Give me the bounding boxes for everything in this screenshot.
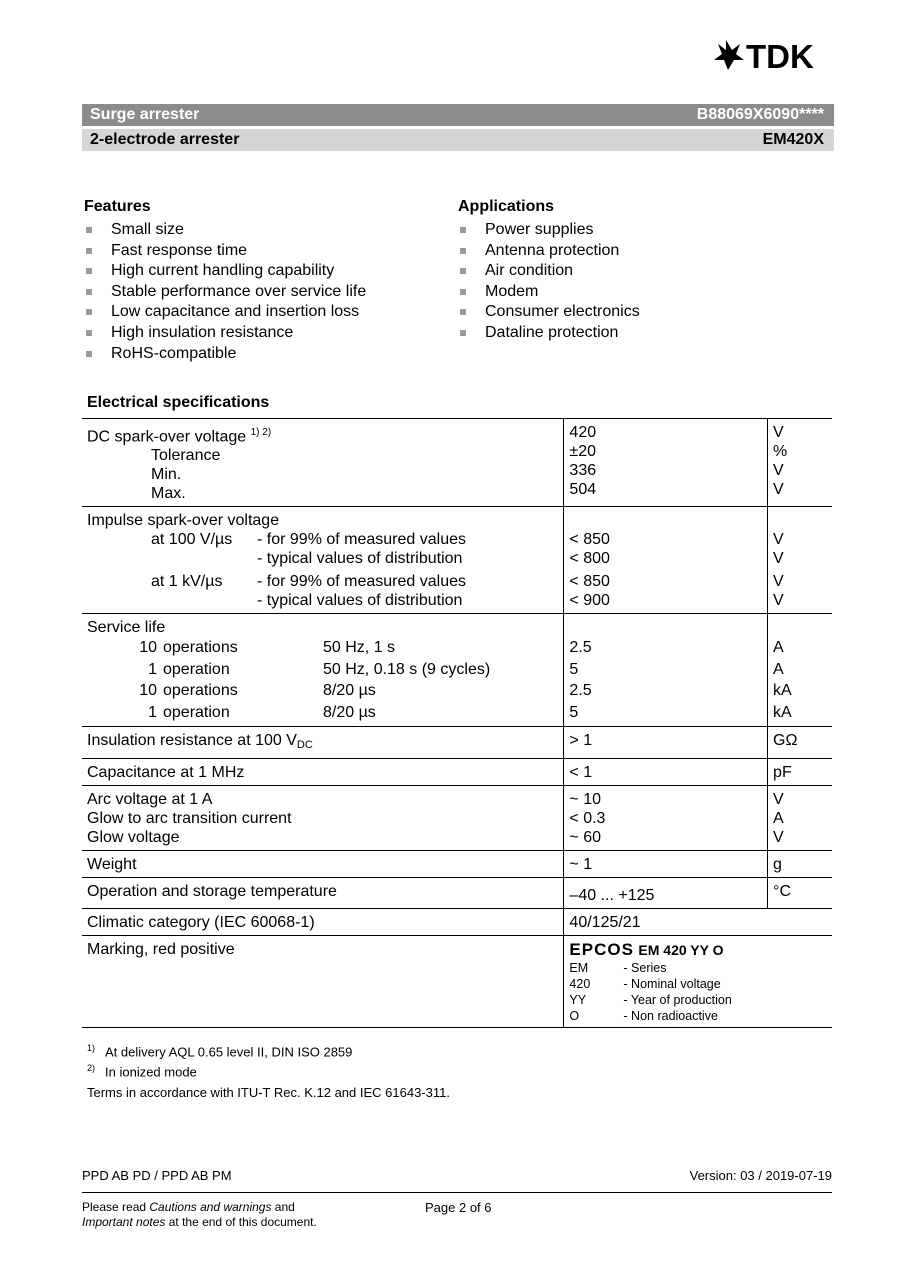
- service-life-condition: [87, 637, 558, 659]
- impulse-unit-2: V: [773, 550, 784, 568]
- impulse-1k-label: at 1 kV/µs: [151, 573, 223, 591]
- bullet-icon: [86, 330, 92, 336]
- bullet-icon: [460, 330, 466, 336]
- service-life-unit: A: [773, 660, 784, 678]
- service-life-condition: [87, 659, 558, 681]
- tdk-logo: [710, 38, 835, 72]
- bullet-icon: [460, 268, 466, 274]
- product-subtitle: 2-electrode arrester: [90, 131, 240, 148]
- subtitle-bar: [82, 129, 834, 151]
- service-life-cond: 50 Hz, 1 s: [323, 639, 396, 657]
- features-item-text: High current handling capability: [111, 262, 335, 280]
- capacitance-unit: pF: [768, 759, 832, 786]
- features-title: Features: [84, 198, 151, 215]
- arc-voltage-value: ~ 10: [569, 791, 602, 809]
- applications-item: [458, 282, 640, 303]
- series-name: EM420X: [762, 131, 824, 148]
- footnotes: [87, 1040, 450, 1101]
- impulse-100-p99-label: - for 99% of measured values: [257, 531, 466, 549]
- dc-nominal-unit: V: [773, 424, 784, 441]
- marking-key: YY: [569, 993, 587, 1008]
- features-item: [84, 241, 366, 262]
- dc-min-unit: V: [773, 462, 784, 479]
- features-item-text: Stable performance over service life: [111, 282, 367, 300]
- capacitance-value: < 1: [564, 759, 768, 786]
- climatic-label: Climatic category (IEC 60068-1): [82, 909, 564, 936]
- service-life-value: 2.5: [569, 639, 592, 657]
- marking-legend-row: [569, 992, 827, 1008]
- service-life-condition: [87, 702, 558, 724]
- footnote-2-text: In ionized mode: [105, 1064, 197, 1080]
- note-suffix: at the end of this document.: [165, 1215, 317, 1229]
- part-number: B88069X6090****: [696, 106, 824, 123]
- bullet-icon: [86, 309, 92, 315]
- bullet-icon: [86, 351, 92, 357]
- bullet-icon: [86, 227, 92, 233]
- features-item: [84, 302, 366, 323]
- bullet-icon: [460, 248, 466, 254]
- important-notes-link[interactable]: Important notes: [82, 1215, 166, 1229]
- insulation-subscript: DC: [296, 739, 313, 752]
- capacitance-row: [82, 759, 832, 786]
- features-item: [84, 323, 366, 344]
- footer-divider: [82, 1192, 832, 1193]
- insulation-unit: GΩ: [768, 727, 832, 759]
- features-item: [84, 220, 366, 241]
- climatic-row: [82, 909, 832, 936]
- cautions-note: [82, 1200, 317, 1230]
- page-number: Page 2 of 6: [425, 1200, 492, 1215]
- impulse-value-3: < 850: [569, 573, 610, 591]
- dc-tolerance-unit: %: [773, 443, 788, 460]
- service-life-n: 10: [139, 682, 157, 700]
- tolerance-label: Tolerance: [151, 447, 221, 465]
- footnote-2-marker: 2): [87, 1063, 96, 1074]
- applications-item: [458, 323, 640, 344]
- insulation-value: > 1: [564, 727, 768, 759]
- specs-table: [82, 418, 832, 1028]
- marking-label: Marking, red positive: [82, 936, 564, 1028]
- marking-row: [82, 936, 832, 1028]
- bullet-icon: [86, 268, 92, 274]
- glow-voltage-value: ~ 60: [569, 829, 602, 847]
- weight-unit: g: [768, 851, 832, 878]
- tdk-logo-text: TDK: [746, 38, 814, 72]
- features-item: [84, 344, 366, 365]
- applications-item-text: Dataline protection: [485, 323, 619, 341]
- impulse-unit-1: V: [773, 531, 784, 549]
- service-life-n: 1: [148, 660, 157, 678]
- features-item-text: Small size: [111, 221, 184, 238]
- marking-code: EM 420 YY O: [638, 942, 724, 959]
- footnote-1-marker: 1): [87, 1043, 96, 1053]
- impulse-value-2: < 800: [569, 550, 610, 568]
- service-life-unit: kA: [773, 703, 792, 721]
- impulse-unit-4: V: [773, 592, 784, 610]
- service-life-unit: kA: [773, 682, 792, 700]
- temperature-unit: °C: [768, 878, 832, 909]
- marking-legend: [569, 960, 827, 1024]
- service-life-op: operations: [163, 639, 238, 657]
- marking-key: 420: [569, 977, 591, 992]
- applications-item-text: Power supplies: [485, 221, 594, 238]
- marking-meaning: - Year of production: [623, 993, 732, 1008]
- dc-nominal-value: 420: [569, 424, 597, 441]
- features-item: [84, 282, 366, 303]
- bullet-icon: [86, 289, 92, 295]
- features-item-text: Low capacitance and insertion loss: [111, 303, 360, 321]
- applications-item-text: Air condition: [485, 262, 574, 280]
- min-label: Min.: [151, 466, 182, 484]
- service-life-n: 10: [139, 639, 157, 657]
- marking-legend-row: [569, 976, 827, 992]
- arc-voltage-unit: V: [773, 791, 784, 809]
- impulse-value-4: < 900: [569, 592, 610, 610]
- temperature-row: [82, 878, 832, 909]
- note-and: and: [271, 1200, 295, 1214]
- insulation-row: [82, 727, 832, 759]
- terms-text: Terms in accordance with ITU-T Rec. K.12 and IEC 61643-311.: [87, 1084, 450, 1100]
- max-label: Max.: [151, 485, 186, 503]
- service-life-op: operation: [163, 703, 230, 721]
- footnote-1-text: At delivery AQL 0.65 level II, DIN ISO 2859: [105, 1044, 353, 1060]
- impulse-unit-3: V: [773, 573, 784, 591]
- service-life-unit: A: [773, 639, 784, 657]
- note-prefix: Please read: [82, 1200, 150, 1214]
- arc-voltage-label: Arc voltage at 1 A: [87, 791, 213, 809]
- features-list: [84, 220, 366, 364]
- service-life-op: operations: [163, 682, 238, 700]
- service-life-cond: 50 Hz, 0.18 s (9 cycles): [323, 660, 491, 678]
- dc-footnote-ref: 1) 2): [250, 427, 272, 438]
- applications-item-text: Consumer electronics: [485, 303, 640, 321]
- applications-item-text: Modem: [485, 282, 539, 300]
- glow-arc-value: < 0.3: [569, 810, 606, 828]
- impulse-100-label: at 100 V/µs: [151, 531, 233, 549]
- features-item-text: Fast response time: [111, 241, 248, 259]
- marking-legend-row: [569, 1008, 827, 1024]
- features-item-text: High insulation resistance: [111, 323, 294, 341]
- weight-label: Weight: [82, 851, 564, 878]
- service-life-n: 1: [148, 703, 157, 721]
- impulse-row: [82, 507, 832, 614]
- dc-max-value: 504: [569, 481, 597, 498]
- bullet-icon: [460, 289, 466, 295]
- cautions-link[interactable]: Cautions and warnings: [149, 1200, 272, 1214]
- specs-title: Electrical specifications: [87, 394, 270, 411]
- capacitance-label: Capacitance at 1 MHz: [82, 759, 564, 786]
- applications-item: [458, 220, 640, 241]
- impulse-label: Impulse spark-over voltage: [87, 512, 280, 530]
- bullet-icon: [86, 248, 92, 254]
- product-name: Surge arrester: [90, 106, 200, 123]
- dc-max-unit: V: [773, 481, 784, 498]
- marking-legend-row: [569, 960, 827, 976]
- applications-item: [458, 261, 640, 282]
- weight-row: [82, 851, 832, 878]
- service-life-cond: 8/20 µs: [323, 682, 376, 700]
- marking-meaning: - Series: [623, 961, 667, 976]
- footer-top: [82, 1168, 832, 1183]
- temperature-label: Operation and storage temperature: [82, 878, 564, 909]
- glow-voltage-unit: V: [773, 829, 784, 847]
- climatic-value: 40/125/21: [564, 909, 832, 936]
- marking-meaning: - Non radioactive: [623, 1009, 718, 1024]
- bullet-icon: [460, 309, 466, 315]
- epcos-brand: EPCOS: [569, 940, 634, 960]
- version-text: Version: 03 / 2019-07-19: [689, 1168, 832, 1183]
- features-item-text: RoHS-compatible: [111, 344, 237, 362]
- service-life-condition: [87, 680, 558, 702]
- impulse-value-1: < 850: [569, 531, 610, 549]
- marking-meaning: - Nominal voltage: [623, 977, 721, 992]
- applications-item-text: Antenna protection: [485, 241, 620, 259]
- service-life-op: operation: [163, 660, 230, 678]
- impulse-1k-typ-label: - typical values of distribution: [257, 592, 463, 610]
- dc-min-value: 336: [569, 462, 597, 479]
- service-life-cond: 8/20 µs: [323, 703, 376, 721]
- glow-arc-unit: A: [773, 810, 784, 828]
- applications-item: [458, 241, 640, 262]
- glow-voltage-label: Glow voltage: [87, 829, 180, 847]
- applications-list: [458, 220, 640, 344]
- arc-row: [82, 786, 832, 851]
- service-life-label: Service life: [87, 619, 166, 637]
- service-life-value: 5: [569, 660, 579, 678]
- marking-key: O: [569, 1009, 580, 1024]
- impulse-100-typ-label: - typical values of distribution: [257, 550, 463, 568]
- marking-key: EM: [569, 961, 589, 976]
- applications-title: Applications: [458, 198, 555, 215]
- applications-item: [458, 302, 640, 323]
- title-bar: [82, 104, 834, 126]
- dc-tolerance-value: ±20: [569, 443, 596, 460]
- service-life-row: [82, 614, 832, 727]
- glow-arc-label: Glow to arc transition current: [87, 810, 292, 828]
- service-life-value: 5: [569, 703, 579, 721]
- weight-value: ~ 1: [564, 851, 768, 878]
- temperature-value: –40 ... +125: [564, 878, 768, 909]
- dc-spark-label: DC spark-over voltage: [87, 428, 247, 446]
- department-code: PPD AB PD / PPD AB PM: [82, 1168, 232, 1183]
- dc-spark-row: [82, 419, 832, 507]
- features-item: [84, 261, 366, 282]
- bullet-icon: [460, 227, 466, 233]
- impulse-1k-p99-label: - for 99% of measured values: [257, 573, 466, 591]
- service-life-value: 2.5: [569, 682, 592, 700]
- insulation-label: Insulation resistance at 100 V: [87, 732, 297, 750]
